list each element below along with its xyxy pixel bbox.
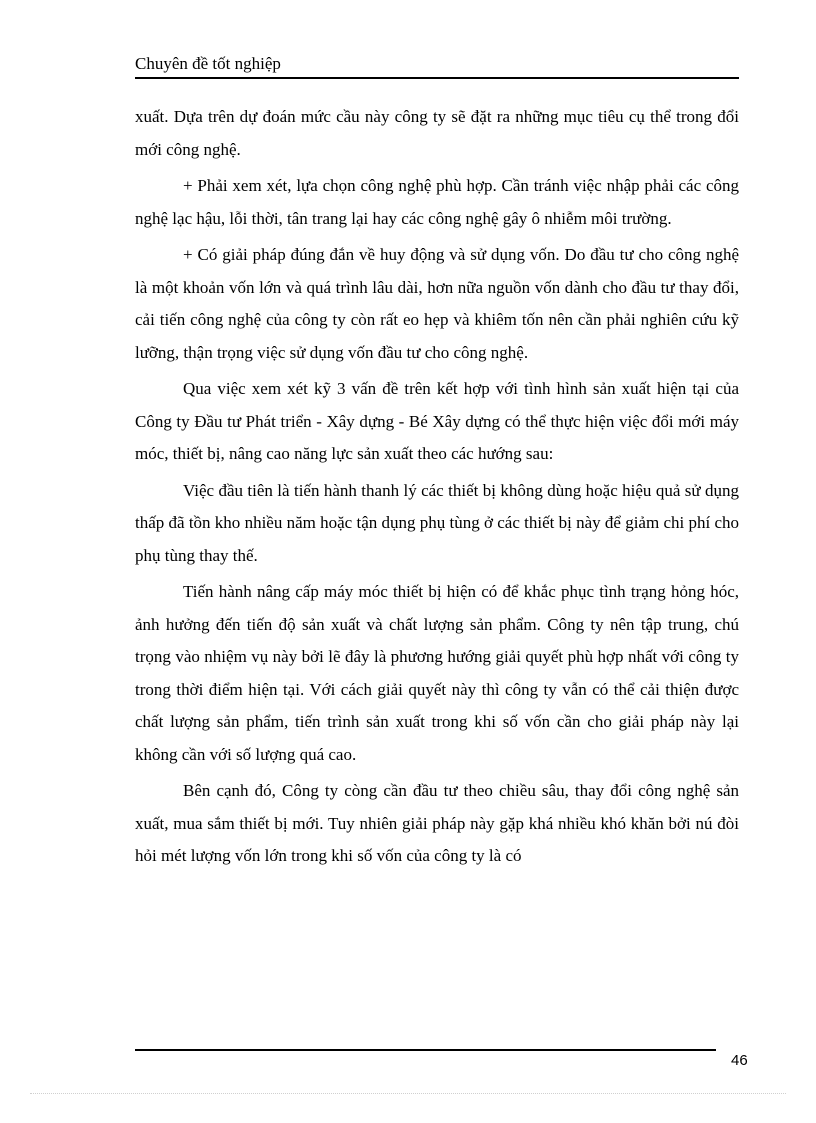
paragraph: Qua việc xem xét kỹ 3 vấn đề trên kết hợp với tình hình sản xuất hiện tại của Công ty Đầu tư Phát triển - Xây dựng - Bé Xây dựng có thể thực hiện việc đổi mới máy móc, thiết bị, nâng cao năng lực sản xuất theo các hướng sau: xyxy=(135,379,739,463)
paragraph: + Có giải pháp đúng đắn về huy động và sử dụng vốn. Do đầu tư cho công nghệ là một khoản vốn lớn và quá trình lâu dài, hơn nữa nguồn vốn dành cho đầu tư thay đổi, cải tiến công nghệ của công ty còn rất eo hẹp và khiêm tốn nên cần phải nghiên cứu kỹ lưỡng, thận trọng việc sử dụng vốn đầu tư cho công nghệ. xyxy=(135,245,739,362)
paragraph: Việc đầu tiên là tiến hành thanh lý các thiết bị không dùng hoặc hiệu quả sử dụng thấp đã tồn kho nhiều năm hoặc tận dụng phụ tùng ở các thiết bị này để giảm chi phí cho phụ tùng thay thế. xyxy=(135,480,739,565)
footer-rule xyxy=(135,1049,716,1051)
paragraph: Bên cạnh đó, Công ty còng cần đầu tư theo chiều sâu, thay đổi công nghệ sản xuất, mua sắm thiết bị mới. Tuy nhiên giải pháp này gặp khá nhiều khó khăn bởi nú đòi hỏi mét lượng vốn lớn trong khi số vốn của công ty là có xyxy=(135,781,739,865)
running-header: Chuyên đề tốt nghiệp xyxy=(135,54,281,73)
page-number: 46 xyxy=(731,1052,748,1069)
paragraph-continuation: xuất. Dựa trên dự đoán mức cầu này công ty sẽ đặt ra những mục tiêu cụ thể trong đổi mới công nghệ. xyxy=(135,107,739,159)
paragraph: + Phải xem xét, lựa chọn công nghệ phù hợp. Cần tránh việc nhập phải các công nghệ lạc hậu, lỗi thời, tân trang lại hay các công nghệ gây ô nhiễm môi trường. xyxy=(135,176,739,228)
page-edge-divider xyxy=(30,1093,786,1094)
paragraph: Tiến hành nâng cấp máy móc thiết bị hiện có để khắc phục tình trạng hỏng hóc, ảnh hưởng đến tiến độ sản xuất và chất lượng sản phẩm. Công ty nên tập trung, chú trọng vào nhiệm vụ này bởi lẽ đây là phương hướng giải quyết phù hợp nhất với công ty trong thời điểm hiện tại. Với cách giải quyết này thì công ty vẫn có thể cải thiện được chất lượng sản phẩm, tiến trình sản xuất trong khi số vốn cần cho giải pháp này lại không cần với số lượng quá cao. xyxy=(135,582,739,764)
body-text xyxy=(135,101,739,877)
header-rule xyxy=(135,77,739,79)
